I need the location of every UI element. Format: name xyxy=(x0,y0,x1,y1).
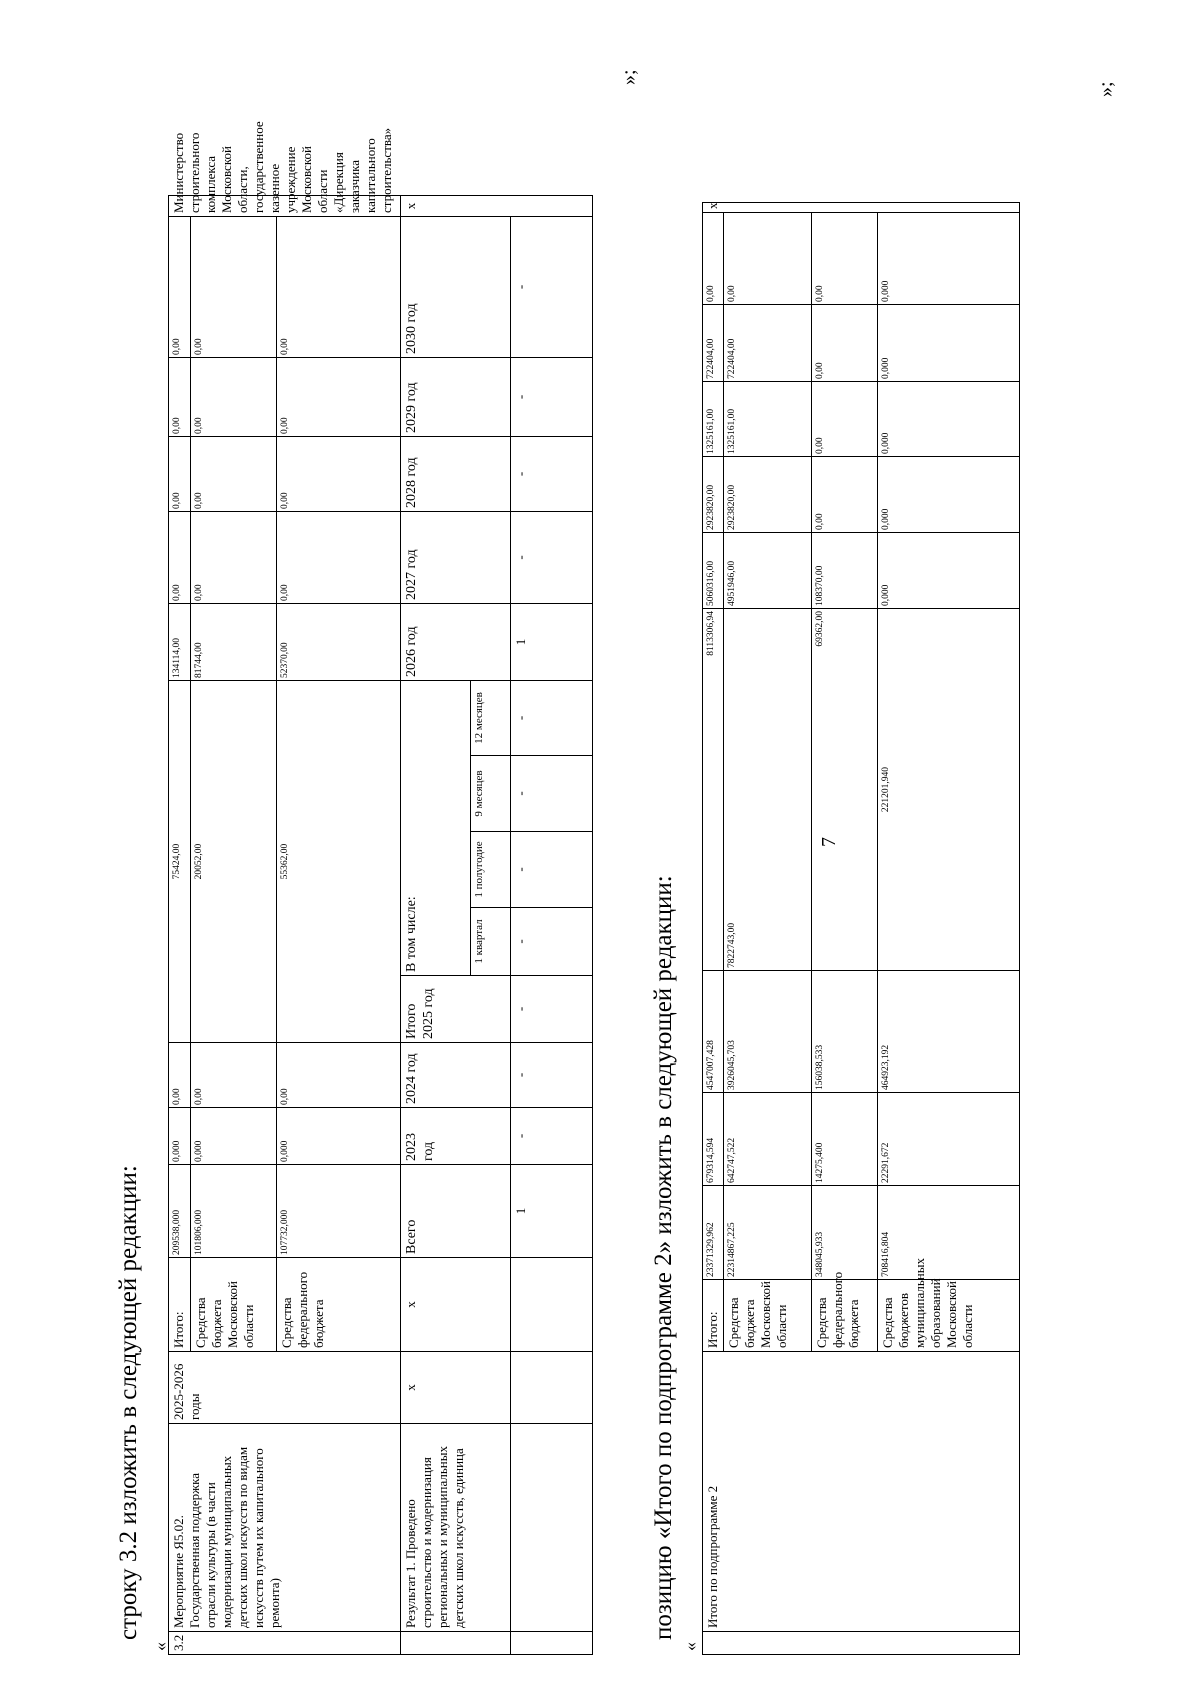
result-header-2024: 2024 год xyxy=(401,1043,511,1108)
value-2027: 0,00 xyxy=(169,512,191,604)
value-2025: 20052,00 xyxy=(191,681,277,1043)
executor: Министерство строительного комплекса Московской области, государственное казенное учреждение Московской области «Дирекция заказчика капитального строительства» xyxy=(169,196,401,217)
result-value-itogo-2025: - xyxy=(511,976,593,1043)
value-total: 101806,000 xyxy=(191,1165,277,1258)
result-header-2027: 2027 год xyxy=(401,512,511,604)
section2-open-quote: « xyxy=(680,1642,700,1651)
value-2030: 0,00 xyxy=(703,213,724,305)
result-header-2023: 2023 год xyxy=(401,1108,511,1165)
subprogram-executor: х xyxy=(703,203,1020,213)
value-2023: 14275,400 xyxy=(812,1093,878,1186)
source-cell: Средства федерального бюджета xyxy=(277,1258,401,1352)
source-cell: Средства бюджетов муниципальных образований Московской области xyxy=(878,1280,1020,1352)
result-header-m9: 9 месяцев xyxy=(471,756,511,832)
section2-close-quote: »; xyxy=(1095,81,1117,97)
value-2023: 642747,522 xyxy=(724,1093,812,1186)
empty-cell xyxy=(511,1352,593,1424)
subprogram-label: Итого по подпрограмме 2 xyxy=(703,1352,1020,1632)
value-total: 708416,804 xyxy=(878,1186,1020,1280)
value-2023: 22291,672 xyxy=(878,1093,1020,1186)
section2-table xyxy=(702,202,1020,1655)
value-2029: 0,00 xyxy=(812,305,878,382)
value-2029: 0,00 xyxy=(191,358,277,437)
value-total: 107732,000 xyxy=(277,1165,401,1258)
source-cell: Итого: xyxy=(703,1280,724,1352)
value-total: 209538,000 xyxy=(169,1165,191,1258)
value-2025: 75424,00 xyxy=(169,681,191,1043)
value-total: 22314867,225 xyxy=(724,1186,812,1280)
page-number: 7 xyxy=(818,837,840,847)
section2-heading: позицию «Итого по подпрограмме 2» изложить в следующей редакции: xyxy=(650,875,677,1640)
value-2027: 2923820,00 xyxy=(703,457,724,533)
empty-cell xyxy=(511,1258,593,1352)
value-2027: 0,00 xyxy=(191,512,277,604)
value-2024: 4547007,428 xyxy=(703,971,724,1093)
value-2025: 8113306,94 xyxy=(703,609,724,971)
empty-cell xyxy=(511,1632,593,1655)
value-2028: 0,000 xyxy=(878,382,1020,457)
value-2027: 0,00 xyxy=(812,457,878,533)
result-value-2023: - xyxy=(511,1108,593,1165)
value-2024: 0,00 xyxy=(169,1043,191,1108)
result-header-incl: В том числе: xyxy=(401,681,471,976)
row-number: 3.2 xyxy=(169,1632,401,1655)
result-header-2026: 2026 год xyxy=(401,604,511,681)
result-header-itogo-2025: Итого 2025 год xyxy=(401,976,511,1043)
section1-heading: строку 3.2 изложить в следующей редакции: xyxy=(115,1165,142,1640)
source-cell: Средства бюджета Московской области xyxy=(191,1258,277,1352)
source-cell: Итого: xyxy=(169,1258,191,1352)
empty-cell xyxy=(511,1424,593,1632)
source-cell: Средства федерального бюджета xyxy=(812,1280,878,1352)
value-2024: 156038,533 xyxy=(812,971,878,1093)
value-2028: 0,00 xyxy=(191,437,277,512)
value-2030: 0,00 xyxy=(277,217,401,358)
result-value-2029: - xyxy=(511,358,593,437)
value-2028: 0,00 xyxy=(277,437,401,512)
value-2024: 0,00 xyxy=(277,1043,401,1108)
result-x-source: х xyxy=(401,1258,511,1352)
value-total: 23371329,962 xyxy=(703,1186,724,1280)
value-2026: 0,000 xyxy=(878,533,1020,609)
result-header-h1: 1 полугодие xyxy=(471,832,511,908)
value-2028: 1325161,00 xyxy=(724,382,812,457)
result-value-total: 1 xyxy=(511,1165,593,1258)
value-2029: 722404,00 xyxy=(724,305,812,382)
value-2029: 0,000 xyxy=(878,305,1020,382)
result-header-2030: 2030 год xyxy=(401,217,511,358)
result-label: Результат 1. Проведено строительство и модернизация региональных и муниципальных детских школ искусств, единица xyxy=(401,1424,511,1632)
value-2030: 0,00 xyxy=(812,213,878,305)
value-2024: 3926045,703 xyxy=(724,971,812,1093)
result-header-q1: 1 квартал xyxy=(471,908,511,976)
result-value-2027: - xyxy=(511,512,593,604)
value-2028: 1325161,00 xyxy=(703,382,724,457)
result-value-m12: - xyxy=(511,681,593,756)
value-2027: 0,00 xyxy=(277,512,401,604)
value-2026: 4951946,00 xyxy=(724,533,812,609)
value-2025: 7822743,00 xyxy=(724,609,812,971)
value-2023: 679314,594 xyxy=(703,1093,724,1186)
result-header-total: Всего xyxy=(401,1165,511,1258)
value-2029: 0,00 xyxy=(169,358,191,437)
result-header-m12: 12 месяцев xyxy=(471,681,511,756)
value-2025: 221201,940 xyxy=(878,609,1020,971)
result-value-q1: - xyxy=(511,908,593,976)
section1-open-quote: « xyxy=(150,1642,170,1651)
value-2024: 464923,192 xyxy=(878,971,1020,1093)
result-x-executor: х xyxy=(401,196,593,217)
value-2026: 81744,00 xyxy=(191,604,277,681)
empty-cell xyxy=(703,1632,1020,1655)
result-value-2024: - xyxy=(511,1043,593,1108)
value-2030: 0,00 xyxy=(724,213,812,305)
result-header-2028: 2028 год xyxy=(401,437,511,512)
result-value-m9: - xyxy=(511,756,593,832)
value-2026: 134114,00 xyxy=(169,604,191,681)
value-2026: 52370,00 xyxy=(277,604,401,681)
section1-close-quote: »; xyxy=(618,69,640,85)
result-value-2030: - xyxy=(511,217,593,358)
value-2026: 5060316,00 xyxy=(703,533,724,609)
empty-cell xyxy=(401,1632,511,1655)
value-2026: 108370,00 xyxy=(812,533,878,609)
value-2023: 0,000 xyxy=(277,1108,401,1165)
value-2030: 0,000 xyxy=(878,213,1020,305)
value-2029: 722404,00 xyxy=(703,305,724,382)
value-2024: 0,00 xyxy=(191,1043,277,1108)
value-2028: 0,00 xyxy=(169,437,191,512)
value-2025: 55362,00 xyxy=(277,681,401,1043)
result-header-2029: 2029 год xyxy=(401,358,511,437)
value-2027: 0,000 xyxy=(878,457,1020,533)
value-2030: 0,00 xyxy=(191,217,277,358)
value-2030: 0,00 xyxy=(169,217,191,358)
event-period: 2025-2026 годы xyxy=(169,1352,401,1424)
value-2023: 0,000 xyxy=(191,1108,277,1165)
value-2025: 69362,00 xyxy=(812,609,878,971)
source-cell: Средства бюджета Московской области xyxy=(724,1280,812,1352)
result-value-h1: - xyxy=(511,832,593,908)
result-x-period: х xyxy=(401,1352,511,1424)
section1-table xyxy=(168,121,593,1655)
value-2027: 2923820,00 xyxy=(724,457,812,533)
result-value-2026: 1 xyxy=(511,604,593,681)
event-name: Мероприятие Я5.02. Государственная поддержка отрасли культуры (в части модернизации муниципальных детских школ искусств по видам искусств путем их капитального ремонта) xyxy=(169,1424,401,1632)
result-value-2028: - xyxy=(511,437,593,512)
value-2029: 0,00 xyxy=(277,358,401,437)
value-2023: 0,000 xyxy=(169,1108,191,1165)
value-total: 348045,933 xyxy=(812,1186,878,1280)
value-2028: 0,00 xyxy=(812,382,878,457)
